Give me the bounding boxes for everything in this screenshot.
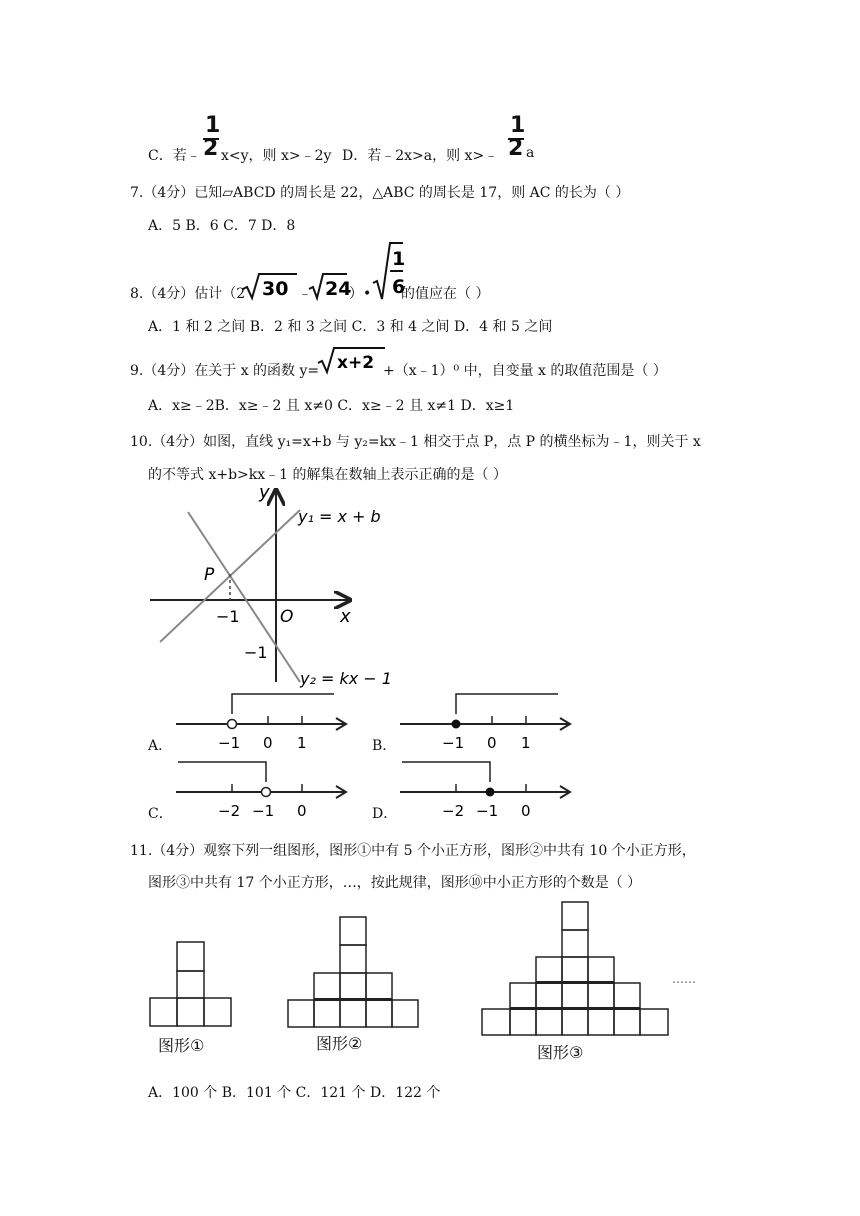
q9-prefix: 9.（4分）在关于 x 的函数 y= xyxy=(130,363,320,379)
q8-radical-frac xyxy=(372,241,404,303)
q8-radical-30 xyxy=(242,271,298,301)
q10-a-tick-2: 1 xyxy=(297,734,307,752)
q10-numberline-c xyxy=(174,756,354,822)
q11-line1: 11.（4分）观察下列一组图形，图形①中有 5 个小正方形，图形②中共有 10 个小正方形， xyxy=(130,843,696,859)
q8-close-dot: ）• xyxy=(349,286,372,302)
q8-options: A．1 和 2 之间 B．2 和 3 之间 C．3 和 4 之间 D．4 和 5 之间 xyxy=(148,319,553,335)
q10-b-tick-2: 1 xyxy=(521,734,531,752)
q11-figure-2 xyxy=(284,915,424,1030)
q10-option-c: C． xyxy=(148,806,173,822)
q11-fig-label-1: 图形① xyxy=(158,1036,205,1055)
q10-numberline-d xyxy=(398,756,578,822)
q10-d-tick-2: 0 xyxy=(521,802,531,820)
q8-minus: ﹣ xyxy=(298,286,312,302)
q10-line1: 10.（4分）如图，直线 y₁=x+b 与 y₂=kx﹣1 相交于点 P，点 P 的横坐标为﹣1，则关于 x xyxy=(130,434,701,450)
q11-figure-3 xyxy=(478,900,674,1038)
q9-suffix: +（x﹣1）⁰ 中，自变量 x 的取值范围是（ ） xyxy=(383,363,667,379)
q10-ytick: −1 xyxy=(244,643,268,662)
q10-line2: 的不等式 x+b>kx﹣1 的解集在数轴上表示正确的是（ ） xyxy=(148,467,507,483)
q8-suffix: 的值应在（ ） xyxy=(401,286,490,302)
q10-numberline-b xyxy=(398,688,578,754)
q7-options: A．5 B．6 C．7 D．8 xyxy=(148,218,296,234)
q6-option-c: C．若﹣ xyxy=(148,148,201,164)
q6-c-frac-den: 2 xyxy=(203,136,219,161)
q9-radical xyxy=(317,345,387,375)
q11-fig-label-3: 图形③ xyxy=(537,1043,584,1062)
q11-figure-1 xyxy=(146,940,236,1030)
q10-option-d: D． xyxy=(372,806,398,822)
q9-options: A．x≥﹣2B．x≥﹣2 且 x≠0 C．x≥﹣2 且 x≠1 D．x≥1 xyxy=(148,398,515,414)
q6-c-frac-num: 1 xyxy=(205,113,221,138)
q9-radicand-text: x+2 xyxy=(337,353,375,373)
q10-d-tick-0: −2 xyxy=(442,802,465,820)
q6-option-d-rest: a xyxy=(526,145,535,161)
q8-r3-num: 1 xyxy=(392,248,406,270)
q10-option-b: B． xyxy=(372,738,397,754)
q10-b-tick-0: −1 xyxy=(442,734,465,752)
q10-b-tick-1: 0 xyxy=(487,734,497,752)
q10-label-y: y xyxy=(259,482,270,503)
q11-fig-label-2: 图形② xyxy=(316,1034,363,1053)
q10-d-tick-1: −1 xyxy=(476,802,499,820)
q10-c-tick-1: −1 xyxy=(252,802,275,820)
q10-a-tick-0: −1 xyxy=(218,734,241,752)
q7-stem: 7.（4分）已知▱ABCD 的周长是 22，△ABC 的周长是 17，则 AC 的长为（ ） xyxy=(130,185,630,201)
q10-c-tick-2: 0 xyxy=(297,802,307,820)
q8-radical-24 xyxy=(308,271,352,301)
q8-r1-text: 30 xyxy=(262,278,289,300)
q10-c-tick-0: −2 xyxy=(218,802,241,820)
q11-line2: 图形③中共有 17 个小正方形，…，按此规律，图形⑩中小正方形的个数是（ ） xyxy=(148,875,642,891)
q10-label-x: x xyxy=(340,606,351,627)
q10-numberline-a xyxy=(174,688,354,754)
q10-label-l1: y₁ = x + b xyxy=(298,507,381,526)
q10-a-tick-1: 0 xyxy=(263,734,273,752)
q6-d-frac-den: 2 xyxy=(508,136,524,161)
q10-graph xyxy=(140,482,410,692)
q10-xtick: −1 xyxy=(216,607,240,626)
q10-label-p: P xyxy=(204,565,215,585)
q10-label-o: O xyxy=(280,607,294,627)
q8-r3-den: 6 xyxy=(392,276,406,298)
q6-d-frac-num: 1 xyxy=(510,113,526,138)
q8-prefix: 8.（4分）估计（2 xyxy=(130,286,246,302)
q6-option-d: D．若﹣2x>a，则 x>﹣ xyxy=(342,148,499,164)
q8-r2-text: 24 xyxy=(325,278,352,300)
q11-options: A．100 个 B．101 个 C．121 个 D．122 个 xyxy=(148,1085,441,1101)
q11-ellipsis: …… xyxy=(672,972,696,986)
q10-option-a: A． xyxy=(148,738,173,754)
q10-label-l2: y₂ = kx − 1 xyxy=(300,669,392,688)
q6-option-c-rest: x<y，则 x>﹣2y xyxy=(221,148,332,164)
